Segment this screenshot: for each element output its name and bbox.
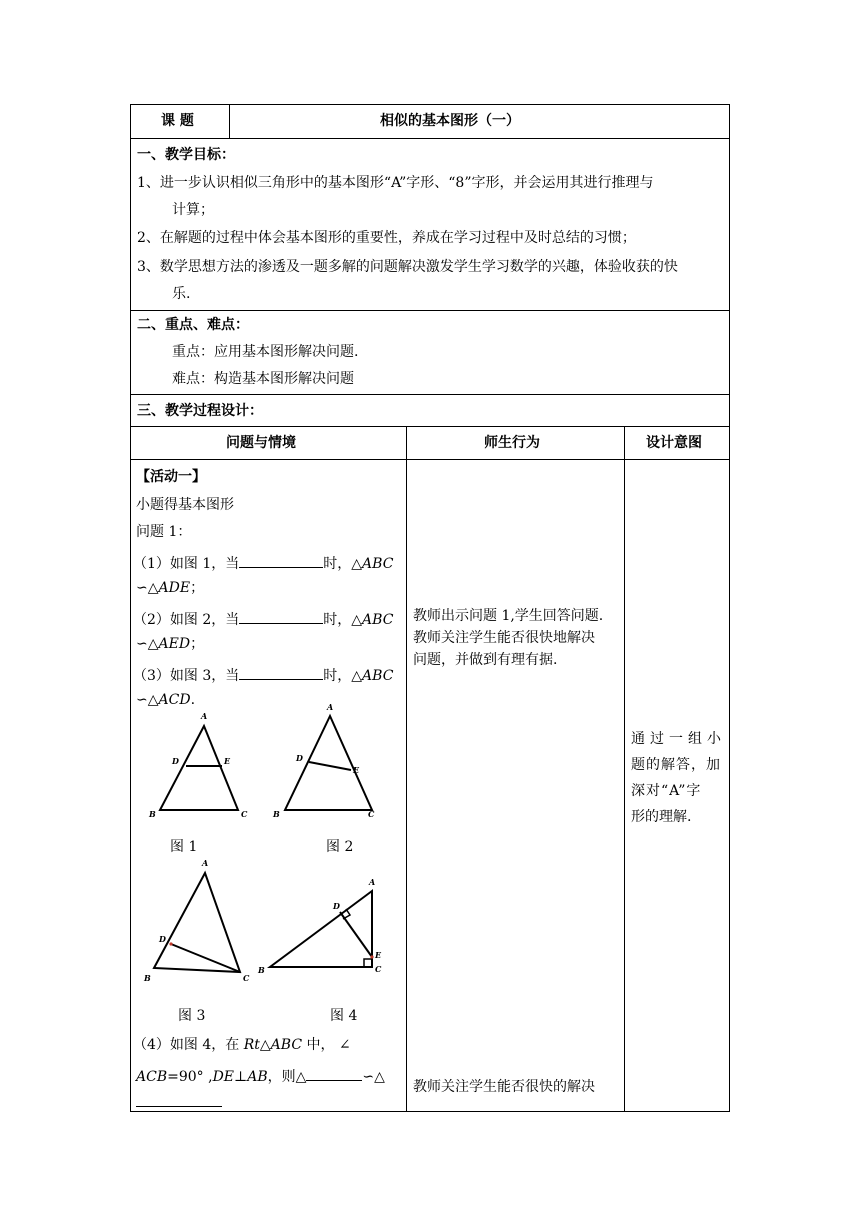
goal-1-line-2: 计算； xyxy=(172,202,214,218)
subject-label: 课 题 xyxy=(161,113,194,129)
point-label-E: E xyxy=(353,765,360,775)
point-label-C: C xyxy=(241,809,248,819)
column-divider xyxy=(406,426,407,1112)
question-4-cont-2 xyxy=(136,1092,222,1110)
question-4: （4）如图 4，在 Rt△ABC 中， ∠ xyxy=(133,1037,351,1053)
intent-line-4: 形的理解. xyxy=(631,809,692,825)
teacher-line-2: 教师关注学生能否很快地解决 xyxy=(413,630,595,646)
figure-3 xyxy=(143,858,250,983)
answer-blank[interactable] xyxy=(136,1092,222,1107)
teacher-line-4: 教师关注学生能否很快的解决 xyxy=(413,1079,595,1095)
figure-2-caption: 图 2 xyxy=(326,839,354,855)
point-label-C: C xyxy=(243,973,250,983)
question-3: （3）如图 3，当 时，△ABC xyxy=(133,665,393,683)
goal-3-line-2: 乐. xyxy=(172,286,191,302)
point-label-E: E xyxy=(224,756,231,766)
point-label-E: E xyxy=(375,950,382,960)
difficulty: 难点：构造基本图形解决问题 xyxy=(172,371,354,387)
answer-blank[interactable] xyxy=(239,553,323,568)
question-1-cont: ∽△ADE； xyxy=(136,580,205,596)
point-label-A: A xyxy=(327,702,334,712)
point-label-B: B xyxy=(273,809,280,819)
intent-line-2: 题的解答，加 xyxy=(631,757,721,773)
section-heading-keypoints: 二、重点、难点： xyxy=(137,317,249,333)
question-label: 问题 1： xyxy=(136,524,192,540)
question-2-cont: ∽△AED； xyxy=(136,636,205,652)
column-divider xyxy=(624,426,625,1112)
row-divider xyxy=(130,310,730,311)
key-point: 重点：应用基本图形解决问题. xyxy=(172,344,359,360)
question-2: （2）如图 2，当 时，△ABC xyxy=(133,609,393,627)
figure-1-caption: 图 1 xyxy=(170,839,198,855)
answer-blank[interactable] xyxy=(239,665,323,680)
point-label-A: A xyxy=(202,858,209,868)
point-label-D: D xyxy=(172,756,179,766)
figure-4 xyxy=(257,877,382,975)
column-header-problem: 问题与情境 xyxy=(226,435,296,451)
point-label-D: D xyxy=(333,901,340,911)
answer-blank[interactable] xyxy=(306,1066,362,1081)
intent-line-3: 深对“A”字 xyxy=(631,783,702,799)
section-heading-goals: 一、教学目标： xyxy=(137,147,235,163)
header-divider xyxy=(229,104,230,138)
lesson-title: 相似的基本图形（一） xyxy=(380,113,520,129)
point-label-B: B xyxy=(149,809,156,819)
section-heading-process: 三、教学过程设计： xyxy=(137,403,263,419)
goal-1-line-1: 1、进一步认识相似三角形中的基本图形“A”字形、“8”字形，并会运用其进行推理与 xyxy=(137,175,654,191)
point-label-C: C xyxy=(375,964,382,974)
point-label-A: A xyxy=(201,711,208,721)
goal-3-line-1: 3、数学思想方法的渗透及一题多解的问题解决激发学生学习数学的兴趣，体验收获的快 xyxy=(137,259,678,275)
point-label-C: C xyxy=(368,809,375,819)
figure-1 xyxy=(148,711,248,819)
row-divider xyxy=(130,138,730,139)
point-label-A: A xyxy=(369,877,376,887)
intent-line-1: 通过一组小 xyxy=(631,731,726,747)
row-divider xyxy=(130,426,730,427)
column-header-behavior: 师生行为 xyxy=(484,435,540,451)
figure-3-caption: 图 3 xyxy=(178,1008,206,1024)
activity-title: 【活动一】 xyxy=(136,469,206,485)
activity-subtitle: 小题得基本图形 xyxy=(136,497,234,513)
point-label-B: B xyxy=(144,973,151,983)
row-divider xyxy=(130,394,730,395)
teacher-line-3: 问题，并做到有理有据. xyxy=(413,652,558,668)
goal-2: 2、在解题的过程中体会基本图形的重要性，养成在学习过程中及时总结的习惯； xyxy=(137,230,636,246)
row-divider xyxy=(130,459,730,460)
question-3-cont: ∽△ACD. xyxy=(136,692,196,708)
question-4-cont: ACB=90° ,DE⊥AB，则△ ∽△ xyxy=(136,1066,385,1084)
point-label-B: B xyxy=(258,965,265,975)
figure-4-caption: 图 4 xyxy=(330,1008,358,1024)
point-label-D: D xyxy=(159,934,166,944)
point-label-D: D xyxy=(296,753,303,763)
teacher-line-1: 教师出示问题 1,学生回答问题. xyxy=(413,608,604,624)
column-header-intent: 设计意图 xyxy=(646,435,702,451)
question-1: （1）如图 1，当 时，△ABC xyxy=(133,553,393,571)
figure-2 xyxy=(272,702,375,819)
answer-blank[interactable] xyxy=(239,609,323,624)
